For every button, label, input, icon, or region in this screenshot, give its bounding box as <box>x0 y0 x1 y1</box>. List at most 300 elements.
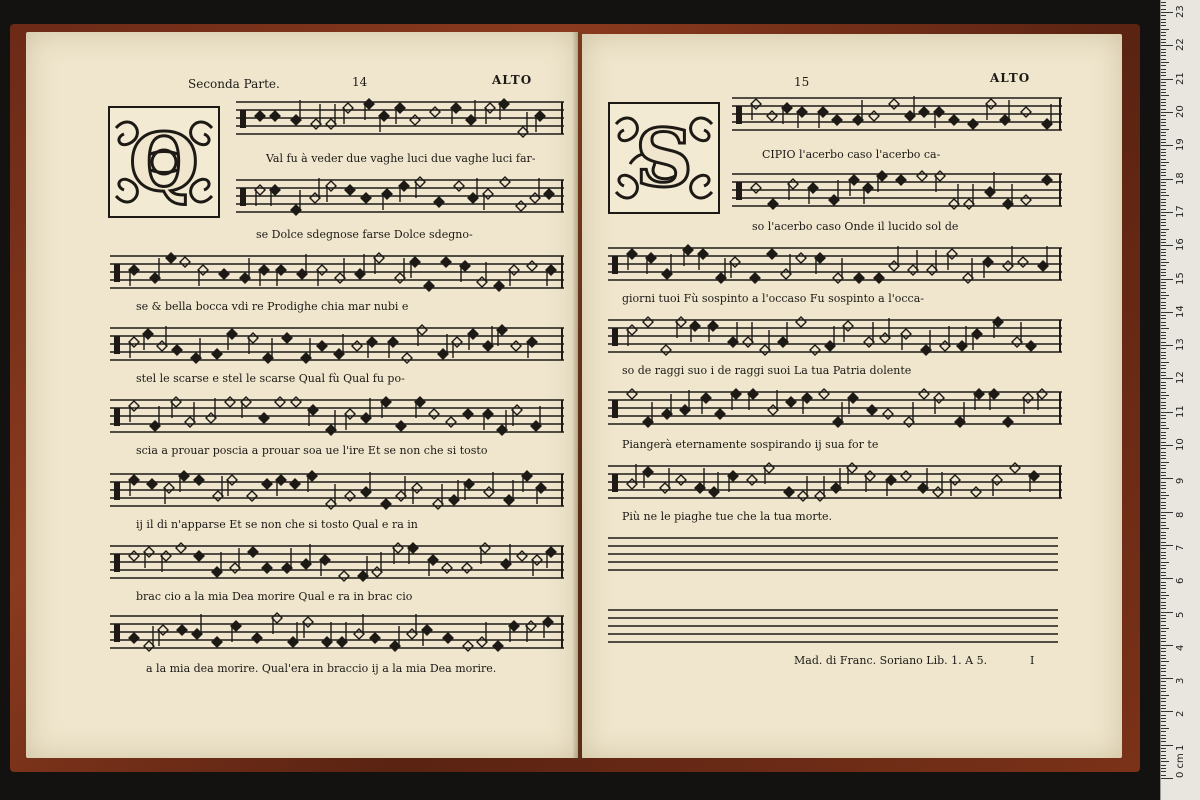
ruler-tick <box>1161 125 1166 126</box>
ruler-tick <box>1161 681 1166 682</box>
ruler-tick <box>1161 565 1166 566</box>
empty-stave-2 <box>608 606 1058 650</box>
ruler-tick <box>1161 442 1166 443</box>
ruler-tick <box>1161 755 1166 756</box>
music-stave-2 <box>236 176 564 220</box>
ruler-tick <box>1161 39 1166 40</box>
ruler-tick <box>1161 328 1169 329</box>
ruler-tick <box>1161 199 1166 200</box>
ruler-label: 8 <box>1175 511 1186 518</box>
ruler-tick <box>1161 398 1166 399</box>
lyric-line-5: scia a prouar poscia a prouar soa ue l'ire Et se non che si tosto <box>136 444 488 457</box>
ruler-tick <box>1161 602 1166 603</box>
initial-letter: Q <box>129 115 199 209</box>
ruler-tick <box>1161 312 1173 313</box>
ruler-tick <box>1161 552 1166 553</box>
ruler-tick <box>1161 595 1169 596</box>
ruler-tick <box>1161 428 1169 429</box>
ruler-tick <box>1161 145 1173 146</box>
ruler-tick <box>1161 738 1166 739</box>
ruler-tick <box>1161 269 1166 270</box>
empty-stave-1 <box>608 534 1058 578</box>
ruler-label: 13 <box>1175 338 1186 352</box>
ruler-label: 1 <box>1175 744 1186 751</box>
ruler-tick <box>1161 691 1166 692</box>
ruler-tick <box>1161 79 1173 80</box>
ruler-tick <box>1161 302 1166 303</box>
ruler-tick <box>1161 515 1166 516</box>
ruler-label: 10 <box>1175 438 1186 451</box>
lyric-line-2: so l'acerbo caso Onde il lucido sol de <box>752 220 959 233</box>
ruler-tick <box>1161 558 1166 559</box>
music-stave-5 <box>110 396 564 440</box>
ruler-tick <box>1161 12 1173 13</box>
ruler-label: 21 <box>1175 71 1186 85</box>
lyric-line-2: se Dolce sdegnose farse Dolce sdegno- <box>256 228 473 241</box>
ruler-tick <box>1161 585 1166 586</box>
ruler-tick <box>1161 348 1166 349</box>
music-stave-6 <box>110 470 564 514</box>
ruler-tick <box>1161 69 1166 70</box>
ruler-tick <box>1161 422 1166 423</box>
ruler-tick <box>1161 508 1166 509</box>
ruler-tick <box>1161 355 1166 356</box>
ruler-tick <box>1161 229 1169 230</box>
ruler-label: 16 <box>1175 238 1186 252</box>
ruler-tick <box>1161 85 1166 86</box>
ruler-tick <box>1161 132 1166 133</box>
ruler-tick <box>1161 152 1166 153</box>
ruler-tick <box>1161 252 1166 253</box>
ruler-tick <box>1161 259 1166 260</box>
ruler-tick <box>1161 388 1166 389</box>
ruler-tick <box>1161 685 1166 686</box>
ruler-tick <box>1161 262 1169 263</box>
ruler-tick <box>1161 295 1169 296</box>
left-page <box>26 32 578 758</box>
ruler-label: 22 <box>1175 38 1186 52</box>
ruler-label: 19 <box>1175 138 1186 152</box>
ruler-tick <box>1161 205 1166 206</box>
music-stave-1 <box>732 94 1062 138</box>
ruler-tick <box>1161 528 1169 529</box>
ruler-tick <box>1161 102 1166 103</box>
ruler-tick <box>1161 5 1166 6</box>
ruler-tick <box>1161 129 1169 130</box>
ruler-tick <box>1161 492 1166 493</box>
ruler-tick <box>1161 542 1166 543</box>
ruler-tick <box>1161 169 1166 170</box>
music-stave-5 <box>608 388 1062 432</box>
ruler-tick <box>1161 395 1169 396</box>
ruler-tick <box>1161 452 1166 453</box>
ruler-tick <box>1161 415 1166 416</box>
ruler-tick <box>1161 215 1166 216</box>
ruler-tick <box>1161 718 1166 719</box>
ruler-label: 7 <box>1175 544 1186 551</box>
ruler-tick <box>1161 621 1166 622</box>
ruler-tick <box>1161 159 1166 160</box>
ruler-tick <box>1161 708 1166 709</box>
ruler-tick <box>1161 741 1166 742</box>
ruler-tick <box>1161 32 1166 33</box>
ruler-tick <box>1161 545 1173 546</box>
ruler-tick <box>1161 219 1166 220</box>
ruler-tick <box>1161 462 1169 463</box>
ruler-tick <box>1161 485 1166 486</box>
ruler-label: 17 <box>1175 205 1186 218</box>
ruler-tick <box>1161 582 1166 583</box>
ruler-tick <box>1161 292 1166 293</box>
ruler-tick <box>1161 209 1166 210</box>
ruler-tick <box>1161 735 1166 736</box>
ruler-tick <box>1161 189 1166 190</box>
ruler-label: 5 <box>1175 611 1186 618</box>
ruler-tick <box>1161 775 1166 776</box>
ruler-tick <box>1161 625 1166 626</box>
ruler-tick <box>1161 698 1166 699</box>
ruler-tick <box>1161 458 1166 459</box>
ruler-tick <box>1161 751 1166 752</box>
ruler-tick <box>1161 572 1166 573</box>
ruler-tick <box>1161 358 1166 359</box>
ruler-tick <box>1161 418 1166 419</box>
music-stave-3 <box>608 244 1062 288</box>
voice-label: ALTO <box>990 71 1031 85</box>
ruler-tick <box>1161 365 1166 366</box>
ruler-tick <box>1161 342 1166 343</box>
ruler-tick <box>1161 179 1173 180</box>
ruler-tick <box>1161 575 1166 576</box>
ruler-tick <box>1161 275 1166 276</box>
music-stave-6 <box>608 462 1062 506</box>
ruler-tick <box>1161 2 1166 3</box>
ruler-tick <box>1161 505 1166 506</box>
ruler-tick <box>1161 185 1166 186</box>
ruler-tick <box>1161 402 1166 403</box>
ruler-tick <box>1161 495 1169 496</box>
lyric-line-7: brac cio a la mia Dea morire Qual e ra in brac cio <box>136 590 413 603</box>
ruler-tick <box>1161 149 1166 150</box>
ruler-tick <box>1161 112 1173 113</box>
ruler-tick <box>1161 249 1166 250</box>
measurement-ruler <box>1160 0 1200 800</box>
lyric-line-1: Val fu à veder due vaghe luci due vaghe luci far- <box>266 152 536 165</box>
ruler-tick <box>1161 435 1166 436</box>
section-heading: Seconda Parte. <box>188 77 280 91</box>
ruler-tick <box>1161 202 1166 203</box>
ruler-tick <box>1161 115 1166 116</box>
ruler-tick <box>1161 172 1166 173</box>
ruler-tick <box>1161 568 1166 569</box>
ruler-tick <box>1161 362 1169 363</box>
ruler-tick <box>1161 305 1166 306</box>
decorated-initial-q <box>108 106 220 218</box>
music-stave-1 <box>236 98 564 142</box>
ruler-tick <box>1161 608 1166 609</box>
ruler-tick <box>1161 175 1166 176</box>
ruler-tick <box>1161 701 1166 702</box>
ruler-tick <box>1161 222 1166 223</box>
ruler-label: 11 <box>1175 404 1186 418</box>
lyric-line-6: Più ne le piaghe tue che la tua morte. <box>622 510 832 523</box>
ruler-tick <box>1161 688 1166 689</box>
ruler-tick <box>1161 631 1166 632</box>
ruler-tick <box>1161 212 1173 213</box>
ruler-tick <box>1161 352 1166 353</box>
ruler-tick <box>1161 122 1166 123</box>
lyric-line-6: ij il di n'apparse Et se non che si tosto Qual e ra in <box>136 518 418 531</box>
ruler-tick <box>1161 19 1166 20</box>
ruler-tick <box>1161 638 1166 639</box>
ruler-tick <box>1161 99 1166 100</box>
ruler-tick <box>1161 562 1169 563</box>
ruler-tick <box>1161 372 1166 373</box>
ruler-tick <box>1161 332 1166 333</box>
ruler-label: 20 <box>1175 105 1186 118</box>
ruler-unit: 0 cm <box>1175 753 1186 778</box>
ruler-tick <box>1161 771 1166 772</box>
ruler-label: 3 <box>1175 677 1186 685</box>
ruler-tick <box>1161 49 1166 50</box>
ruler-tick <box>1161 588 1166 589</box>
ruler-tick <box>1161 678 1173 679</box>
ruler-tick <box>1161 308 1166 309</box>
ruler-tick <box>1161 55 1166 56</box>
ruler-label: 9 <box>1175 477 1186 485</box>
ruler-tick <box>1161 89 1166 90</box>
ruler-tick <box>1161 482 1166 483</box>
ruler-tick <box>1161 721 1166 722</box>
ruler-tick <box>1161 345 1173 346</box>
ruler-tick <box>1161 272 1166 273</box>
ruler-tick <box>1161 72 1166 73</box>
decorated-initial-s <box>608 102 720 214</box>
ruler-tick <box>1161 405 1166 406</box>
ruler-tick <box>1161 605 1166 606</box>
ruler-tick <box>1161 245 1173 246</box>
ruler-tick <box>1161 279 1173 280</box>
ruler-tick <box>1161 235 1166 236</box>
ruler-tick <box>1161 285 1166 286</box>
ruler-tick <box>1161 535 1166 536</box>
ruler-tick <box>1161 695 1169 696</box>
ruler-tick <box>1161 645 1173 646</box>
ruler-tick <box>1161 425 1166 426</box>
ruler-tick <box>1161 618 1166 619</box>
ruler-tick <box>1161 538 1166 539</box>
ruler-tick <box>1161 192 1166 193</box>
ruler-tick <box>1161 745 1173 746</box>
ruler-tick <box>1161 92 1166 93</box>
ruler-tick <box>1161 368 1166 369</box>
lyric-line-1: CIPIO l'acerbo caso l'acerbo ca- <box>762 148 941 161</box>
ruler-tick <box>1161 655 1166 656</box>
ruler-tick <box>1161 765 1166 766</box>
ruler-tick <box>1161 518 1166 519</box>
ruler-tick <box>1161 648 1166 649</box>
ruler-tick <box>1161 472 1166 473</box>
ruler-tick <box>1161 711 1173 712</box>
music-stave-3 <box>110 252 564 296</box>
lyric-line-3: giorni tuoi Fù sospinto a l'occaso Fu sospinto a l'occa- <box>622 292 924 305</box>
ruler-tick <box>1161 465 1166 466</box>
ruler-label: 12 <box>1175 371 1186 385</box>
ruler-tick <box>1161 455 1166 456</box>
ruler-tick <box>1161 119 1166 120</box>
ruler-tick <box>1161 725 1166 726</box>
ruler-tick <box>1161 748 1166 749</box>
ruler-tick <box>1161 651 1166 652</box>
ruler-tick <box>1161 232 1166 233</box>
ruler-tick <box>1161 29 1169 30</box>
ruler-tick <box>1161 478 1173 479</box>
ruler-tick <box>1161 502 1166 503</box>
ruler-tick <box>1161 635 1166 636</box>
ruler-tick <box>1161 522 1166 523</box>
ruler-tick <box>1161 385 1166 386</box>
right-page <box>582 34 1122 758</box>
ruler-tick <box>1161 758 1166 759</box>
ruler-tick <box>1161 548 1166 549</box>
ruler-tick <box>1161 338 1166 339</box>
ruler-tick <box>1161 95 1169 96</box>
ruler-tick <box>1161 375 1166 376</box>
ruler-tick <box>1161 322 1166 323</box>
ruler-tick <box>1161 658 1166 659</box>
ruler-tick <box>1161 165 1166 166</box>
initial-letter: S <box>635 111 693 205</box>
ruler-tick <box>1161 59 1166 60</box>
ruler-tick <box>1161 412 1173 413</box>
ruler-tick <box>1161 448 1166 449</box>
ruler-tick <box>1161 335 1166 336</box>
lyric-line-4: stel le scarse e stel le scarse Qual fù Qual fu po- <box>136 372 405 385</box>
ruler-label: 6 <box>1175 577 1186 585</box>
ruler-tick <box>1161 45 1173 46</box>
music-stave-2 <box>732 170 1062 214</box>
ruler-tick <box>1161 82 1166 83</box>
ruler-tick <box>1161 488 1166 489</box>
ruler-tick <box>1161 761 1169 762</box>
music-stave-4 <box>608 316 1062 360</box>
ruler-label: 18 <box>1175 171 1186 185</box>
ruler-tick <box>1161 665 1166 666</box>
lyric-line-5: Piangerà eternamente sospirando ij sua for te <box>622 438 879 451</box>
ruler-tick <box>1161 288 1166 289</box>
ruler-tick <box>1161 382 1166 383</box>
ruler-tick <box>1161 705 1166 706</box>
ruler-tick <box>1161 62 1169 63</box>
ruler-tick <box>1161 325 1166 326</box>
ruler-tick <box>1161 525 1166 526</box>
ruler-tick <box>1161 612 1173 613</box>
page-number: 14 <box>352 75 368 89</box>
ruler-tick <box>1161 592 1166 593</box>
ruler-tick <box>1161 162 1169 163</box>
ruler-tick <box>1161 9 1166 10</box>
lyric-line-3: se & bella bocca vdi re Prodighe chia mar nubi e <box>136 300 409 313</box>
music-stave-8 <box>110 612 564 656</box>
ruler-tick <box>1161 105 1166 106</box>
ruler-tick <box>1161 778 1173 779</box>
ruler-tick <box>1161 512 1173 513</box>
ruler-tick <box>1161 438 1166 439</box>
ruler-tick <box>1161 498 1166 499</box>
ruler-tick <box>1161 641 1166 642</box>
page-footer: Mad. di Franc. Soriano Lib. 1. A 5. <box>794 654 988 667</box>
ruler-tick <box>1161 392 1166 393</box>
ruler-tick <box>1161 532 1166 533</box>
ruler-tick <box>1161 282 1166 283</box>
ruler-tick <box>1161 445 1173 446</box>
ruler-label: 2 <box>1175 711 1186 718</box>
lyric-line-8: a la mia dea morire. Qual'era in braccio ij a la mia Dea morire. <box>146 662 497 675</box>
ruler-tick <box>1161 731 1166 732</box>
ruler-tick <box>1161 728 1169 729</box>
ruler-tick <box>1161 661 1169 662</box>
ruler-tick <box>1161 42 1166 43</box>
signature-mark: I <box>1030 654 1035 667</box>
music-stave-4 <box>110 324 564 368</box>
ruler-tick <box>1161 578 1173 579</box>
ruler-tick <box>1161 195 1169 196</box>
ruler-tick <box>1161 255 1166 256</box>
page-number: 15 <box>794 75 810 89</box>
ruler-tick <box>1161 675 1166 676</box>
ruler-tick <box>1161 715 1166 716</box>
ruler-tick <box>1161 155 1166 156</box>
ruler-tick <box>1161 65 1166 66</box>
ruler-tick <box>1161 182 1166 183</box>
ruler-tick <box>1161 315 1166 316</box>
ruler-tick <box>1161 242 1166 243</box>
ruler-label: 14 <box>1175 305 1186 318</box>
ruler-label: 15 <box>1175 271 1186 285</box>
ruler-tick <box>1161 628 1169 629</box>
ruler-tick <box>1161 75 1166 76</box>
ruler-tick <box>1161 432 1166 433</box>
ruler-tick <box>1161 142 1166 143</box>
ruler-tick <box>1161 265 1166 266</box>
lyric-line-4: so de raggi suo i de raggi suoi La tua Patria dolente <box>622 364 912 377</box>
ruler-tick <box>1161 468 1166 469</box>
ruler-tick <box>1161 298 1166 299</box>
ruler-tick <box>1161 615 1166 616</box>
ruler-label: 23 <box>1175 5 1186 19</box>
ruler-tick <box>1161 25 1166 26</box>
ruler-tick <box>1161 598 1166 599</box>
ruler-tick <box>1161 555 1166 556</box>
ruler-tick <box>1161 22 1166 23</box>
ruler-tick <box>1161 408 1166 409</box>
ruler-tick <box>1161 671 1166 672</box>
ruler-tick <box>1161 52 1166 53</box>
ruler-tick <box>1161 378 1173 379</box>
ruler-tick <box>1161 225 1166 226</box>
ruler-label: 4 <box>1175 644 1186 651</box>
ruler-tick <box>1161 109 1166 110</box>
ruler-tick <box>1161 135 1166 136</box>
ruler-tick <box>1161 35 1166 36</box>
ruler-tick <box>1161 239 1166 240</box>
voice-label: ALTO <box>492 73 533 87</box>
music-stave-7 <box>110 542 564 586</box>
ruler-tick <box>1161 668 1166 669</box>
ruler-tick <box>1161 768 1166 769</box>
ruler-tick <box>1161 318 1166 319</box>
ruler-tick <box>1161 475 1166 476</box>
